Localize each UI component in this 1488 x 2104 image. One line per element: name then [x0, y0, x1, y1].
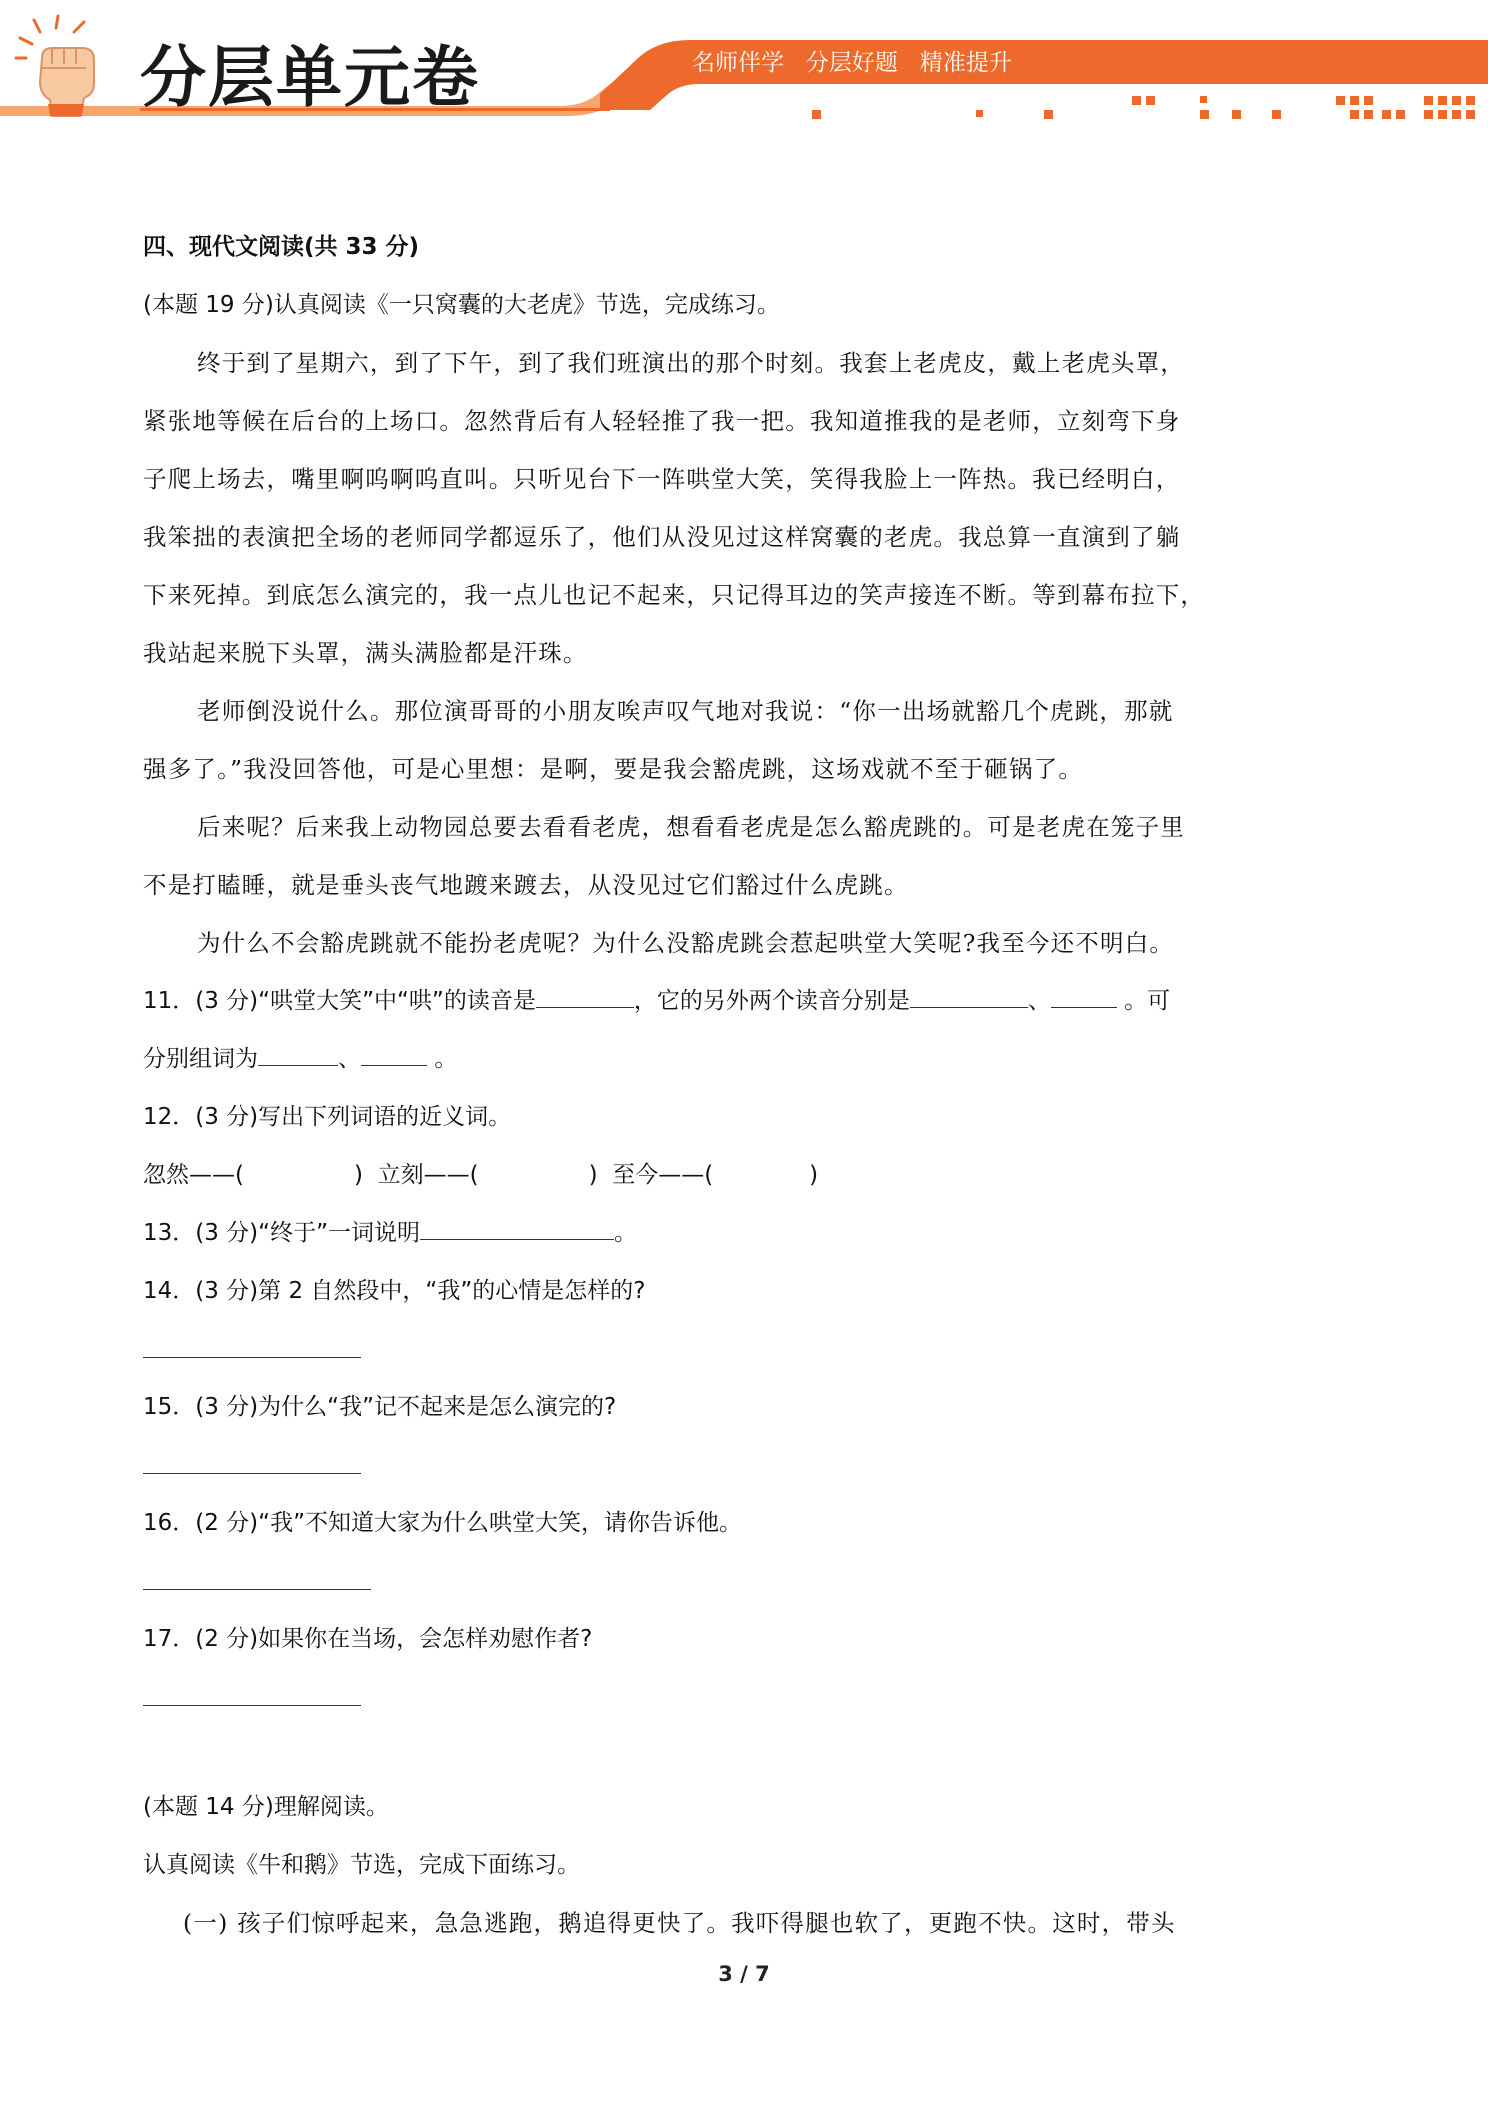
q11-text: 分别组词为 — [143, 1046, 258, 1072]
q11-text: 、 — [338, 1046, 361, 1072]
synonym-close: ) — [588, 1162, 598, 1188]
question-11-cont — [143, 1030, 1243, 1088]
spacer — [143, 1726, 1243, 1778]
answer-line[interactable] — [143, 1552, 1243, 1610]
reading2-intro: (本题 14 分)理解阅读。 — [143, 1794, 389, 1820]
answer-blank[interactable] — [258, 1047, 338, 1066]
q11-text: 11．(3 分)“哄堂大笑”中“哄”的读音是 — [143, 988, 536, 1014]
q11-text: ，它的另外两个读音分别是 — [633, 988, 910, 1014]
synonym-close: ) — [353, 1162, 363, 1188]
q13-text: 13．(3 分)“终于”一词说明 — [143, 1220, 420, 1246]
passage-line: 子爬上场去，嘴里啊呜啊呜直叫。只听见台下一阵哄堂大笑，笑得我脸上一阵热。我已经明白， — [143, 465, 1181, 493]
question-13 — [143, 1204, 1243, 1262]
synonym-close: ) — [809, 1162, 819, 1188]
reading2-instruction: 认真阅读《牛和鹅》节选，完成下面练习。 — [143, 1852, 580, 1878]
q11-text: 、 — [1027, 988, 1051, 1014]
reading1-intro: (本题 19 分)认真阅读《一只窝囊的大老虎》节选，完成练习。 — [143, 292, 780, 318]
synonym-1: 忽然——( — [143, 1162, 244, 1188]
question-17: 17．(2 分)如果你在当场，会怎样劝慰作者? — [143, 1626, 593, 1652]
section-title: 四、现代文阅读(共 33 分) — [143, 234, 420, 260]
passage-line: 后来呢？后来我上动物园总要去看看老虎，想看看老虎是怎么豁虎跳的。可是老虎在笼子里 — [197, 813, 1185, 841]
q11-text: 。 — [434, 1046, 458, 1072]
synonym-3: 至今——( — [612, 1162, 714, 1188]
passage-line: 我站起来脱下头罩，满头满脸都是汗珠。 — [143, 639, 588, 667]
passage-line: 紧张地等候在后台的上场口。忽然背后有人轻轻推了我一把。我知道推我的是老师，立刻弯下身 — [143, 407, 1181, 435]
passage-line: (一) 孩子们惊呼起来，急急逃跑，鹅追得更快了。我吓得腿也软了，更跑不快。这时，带头 — [183, 1909, 1176, 1937]
question-16: 16．(2 分)“我”不知道大家为什么哄堂大笑，请你告诉他。 — [143, 1510, 742, 1536]
passage-line: 不是打瞌睡，就是垂头丧气地踱来踱去，从没见过它们豁过什么虎跳。 — [143, 871, 909, 899]
answer-blank[interactable] — [420, 1221, 614, 1240]
answer-blank[interactable] — [536, 989, 634, 1008]
document-body — [143, 218, 1243, 1952]
answer-blank[interactable] — [361, 1047, 427, 1066]
passage-line: 为什么不会豁虎跳就不能扮老虎呢？为什么没豁虎跳会惹起哄堂大笑呢?我至今还不明白。 — [197, 929, 1175, 957]
passage-line: 老师倒没说什么。那位演哥哥的小朋友唉声叹气地对我说：“你一出场就豁几个虎跳，那就 — [197, 697, 1174, 725]
page-header — [0, 0, 1488, 140]
answer-blank[interactable] — [1051, 989, 1117, 1008]
passage-line: 终于到了星期六，到了下午，到了我们班演出的那个时刻。我套上老虎皮，戴上老虎头罩， — [197, 349, 1185, 377]
header-tagline: 名师伴学 分层好题 精准提升 — [692, 50, 1012, 76]
synonym-row — [143, 1146, 1243, 1204]
passage-line: 我笨拙的表演把全场的老师同学都逗乐了，他们从没见过这样窝囊的老虎。我总算一直演到了躺 — [143, 523, 1181, 551]
answer-line[interactable] — [143, 1436, 1243, 1494]
question-14: 14．(3 分)第 2 自然段中，“我”的心情是怎样的? — [143, 1278, 646, 1304]
question-15: 15．(3 分)为什么“我”记不起来是怎么演完的? — [143, 1394, 617, 1420]
answer-blank[interactable] — [910, 989, 1028, 1008]
page-number: 3 / 7 — [718, 1962, 770, 1986]
passage-line: 下来死掉。到底怎么演完的，我一点儿也记不起来，只记得耳边的笑声接连不断。等到幕布拉下， — [143, 581, 1206, 609]
q11-text: 。可 — [1124, 988, 1171, 1014]
answer-line[interactable] — [143, 1668, 1243, 1726]
question-11 — [143, 972, 1243, 1030]
question-12: 12．(3 分)写出下列词语的近义词。 — [143, 1104, 512, 1130]
answer-line[interactable] — [143, 1320, 1243, 1378]
q13-text: 。 — [614, 1220, 637, 1246]
brand-title: 分层单元卷 — [140, 39, 480, 116]
raised-fist-icon — [14, 14, 116, 118]
passage-line: 强多了。”我没回答他，可是心里想：是啊，要是我会豁虎跳，这场戏就不至于砸锅了。 — [143, 755, 1084, 783]
synonym-2: 立刻——( — [377, 1162, 479, 1188]
